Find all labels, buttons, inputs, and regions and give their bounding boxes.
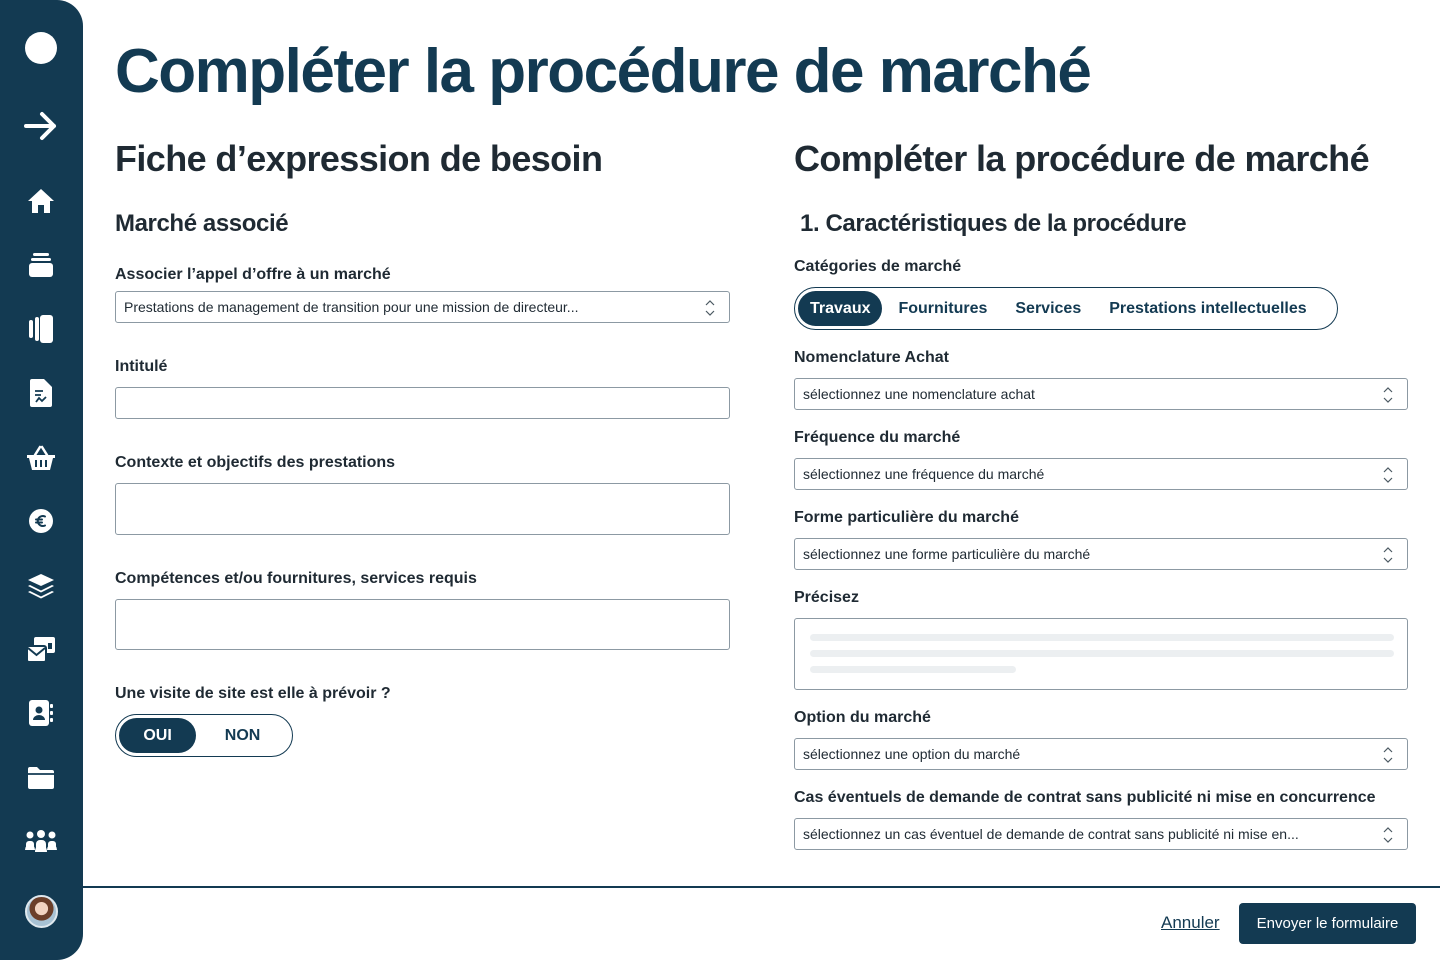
folder-icon[interactable] [21, 758, 61, 798]
option-label: Option du marché [794, 709, 931, 726]
chevron-updown-icon [1383, 825, 1393, 848]
skeleton-line [810, 634, 1394, 641]
categories-label: Catégories de marché [794, 258, 962, 275]
frequence-label: Fréquence du marché [794, 429, 961, 446]
chevron-updown-icon [1383, 545, 1393, 568]
category-tabs [794, 287, 1338, 330]
footer-divider [83, 886, 1440, 888]
associate-market-value: Prestations de management de transition pour une mission de directeur... [124, 299, 579, 315]
forme-placeholder: sélectionnez une forme particulière du marché [803, 546, 1091, 562]
cas-select[interactable] [794, 818, 1408, 850]
site-visit-no[interactable]: NON [224, 726, 261, 744]
tab-fournitures[interactable]: Fournitures [898, 299, 988, 317]
competences-input[interactable] [115, 599, 730, 650]
site-visit-yes[interactable]: OUI [119, 718, 196, 753]
site-visit-toggle [115, 714, 293, 757]
chevron-updown-icon [705, 298, 715, 321]
nomenclature-label: Nomenclature Achat [794, 349, 949, 366]
tab-prestations-intellectuelles[interactable]: Prestations intellectuelles [1109, 299, 1307, 317]
forme-select[interactable] [794, 538, 1408, 570]
precisez-label: Précisez [794, 589, 859, 606]
option-select[interactable] [794, 738, 1408, 770]
intitule-label: Intitulé [115, 358, 168, 375]
cards-icon[interactable] [21, 309, 61, 349]
contact-icon[interactable] [21, 693, 61, 733]
nomenclature-placeholder: sélectionnez une nomenclature achat [803, 386, 1035, 402]
associate-market-label: Associer l’appel d’offre à un marché [115, 266, 391, 283]
site-visit-label: Une visite de site est elle à prévoir ? [115, 685, 391, 702]
mail-icon[interactable] [21, 630, 61, 670]
section-title: Compléter la procédure de marché [794, 138, 1369, 179]
precisez-textarea[interactable] [794, 618, 1408, 690]
layers-icon[interactable] [21, 566, 61, 606]
submit-button[interactable]: Envoyer le formulaire [1239, 903, 1416, 944]
chevron-updown-icon [1383, 465, 1393, 488]
contexte-label: Contexte et objectifs des prestations [115, 454, 396, 471]
forme-label: Forme particulière du marché [794, 509, 1019, 526]
stack-icon[interactable] [21, 245, 61, 285]
avatar[interactable] [25, 895, 58, 928]
document-icon[interactable] [21, 373, 61, 413]
chevron-updown-icon [1383, 385, 1393, 408]
tab-services[interactable]: Services [1015, 299, 1082, 317]
frequence-placeholder: sélectionnez une fréquence du marché [803, 466, 1045, 482]
cas-placeholder: sélectionnez un cas éventuel de demande de contrat sans publicité ni mise en... [803, 826, 1299, 842]
option-placeholder: sélectionnez une option du marché [803, 746, 1021, 762]
sub-title: Marché associé [115, 210, 289, 237]
competences-label: Compétences et/ou fournitures, services requis [115, 570, 477, 587]
cancel-link[interactable]: Annuler [1161, 913, 1220, 932]
section-title: Fiche d’expression de besoin [115, 138, 603, 179]
chevron-updown-icon [1383, 745, 1393, 768]
home-icon[interactable] [21, 181, 61, 221]
team-icon[interactable] [21, 822, 61, 862]
sub-title: 1. Caractéristiques de la procédure [800, 210, 1187, 237]
page-title: Compléter la procédure de marché [115, 37, 1091, 106]
tab-travaux[interactable]: Travaux [798, 291, 882, 326]
cas-label: Cas éventuels de demande de contrat sans publicité ni mise en concurrence [794, 789, 1376, 806]
frequence-select[interactable] [794, 458, 1408, 490]
arrow-right-icon[interactable] [21, 106, 61, 146]
euro-icon[interactable] [21, 501, 61, 541]
skeleton-line [810, 650, 1394, 657]
associate-market-select[interactable] [115, 291, 730, 323]
intitule-input[interactable] [115, 387, 730, 419]
circle-icon[interactable] [21, 28, 61, 68]
nomenclature-select[interactable] [794, 378, 1408, 410]
skeleton-line [810, 666, 1016, 673]
contexte-input[interactable] [115, 483, 730, 535]
sidebar [0, 0, 83, 960]
basket-icon[interactable] [21, 438, 61, 478]
